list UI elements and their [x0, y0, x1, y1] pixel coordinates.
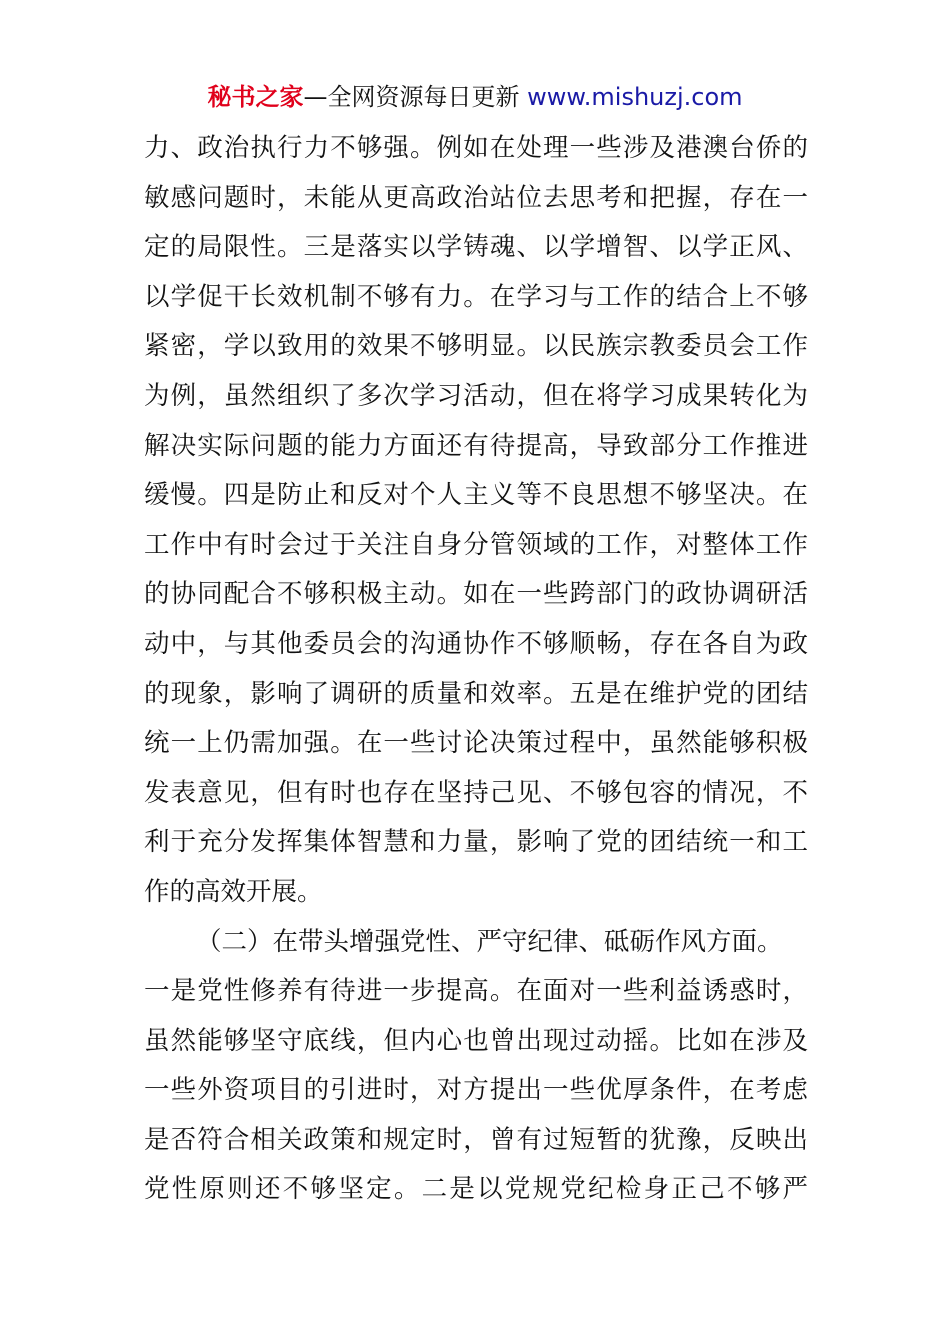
site-header-banner [0, 80, 950, 114]
site-url: www.mishuzj.com [527, 83, 743, 111]
text-line: 定的局限性。三是落实以学铸魂、以学增智、以学正风、 [144, 232, 808, 263]
text-line: 解决实际问题的能力方面还有待提高，导致部分工作推进 [144, 430, 808, 461]
text-line: 是否符合相关政策和规定时，曾有过短暂的犹豫，反映出 [144, 1124, 808, 1155]
section-heading: （二）在带头增强党性、严守纪律、砥砺作风方面。 [196, 926, 783, 957]
text-line: 党性原则还不够坚定。二是以党规党纪检身正己不够严 [144, 1174, 808, 1205]
text-line: 的现象，影响了调研的质量和效率。五是在维护党的团结 [144, 678, 808, 709]
text-line: 统一上仍需加强。在一些讨论决策过程中，虽然能够积极 [144, 728, 808, 759]
text-line: 虽然能够坚守底线，但内心也曾出现过动摇。比如在涉及 [144, 1025, 808, 1056]
text-line: 一是党性修养有待进一步提高。在面对一些利益诱惑时， [144, 976, 808, 1007]
text-line: 发表意见，但有时也存在坚持己见、不够包容的情况，不 [144, 777, 808, 808]
document-body [144, 124, 808, 1215]
text-line: 为例，虽然组织了多次学习活动，但在将学习成果转化为 [144, 380, 808, 411]
site-tagline: —全网资源每日更新 [303, 83, 528, 111]
text-line: 动中，与其他委员会的沟通协作不够顺畅，存在各自为政 [144, 628, 808, 659]
text-line: 工作中有时会过于关注自身分管领域的工作，对整体工作 [144, 529, 808, 560]
text-line: 力、政治执行力不够强。例如在处理一些涉及港澳台侨的 [144, 133, 808, 163]
text-line: 敏感问题时，未能从更高政治站位去思考和把握，存在一 [144, 182, 808, 213]
text-line: 利于充分发挥集体智慧和力量，影响了党的团结统一和工 [144, 827, 808, 858]
text-line: 的协同配合不够积极主动。如在一些跨部门的政协调研活 [144, 579, 808, 610]
text-line: 一些外资项目的引进时，对方提出一些优厚条件，在考虑 [144, 1075, 808, 1106]
text-line: 紧密，学以致用的效果不够明显。以民族宗教委员会工作 [144, 331, 808, 362]
text-line: 缓慢。四是防止和反对个人主义等不良思想不够坚决。在 [144, 480, 808, 511]
text-line-paragraph-end: 作的高效开展。 [144, 876, 323, 907]
site-brand-name: 秘书之家 [207, 83, 304, 111]
text-line: 以学促干长效机制不够有力。在学习与工作的结合上不够 [144, 281, 808, 312]
